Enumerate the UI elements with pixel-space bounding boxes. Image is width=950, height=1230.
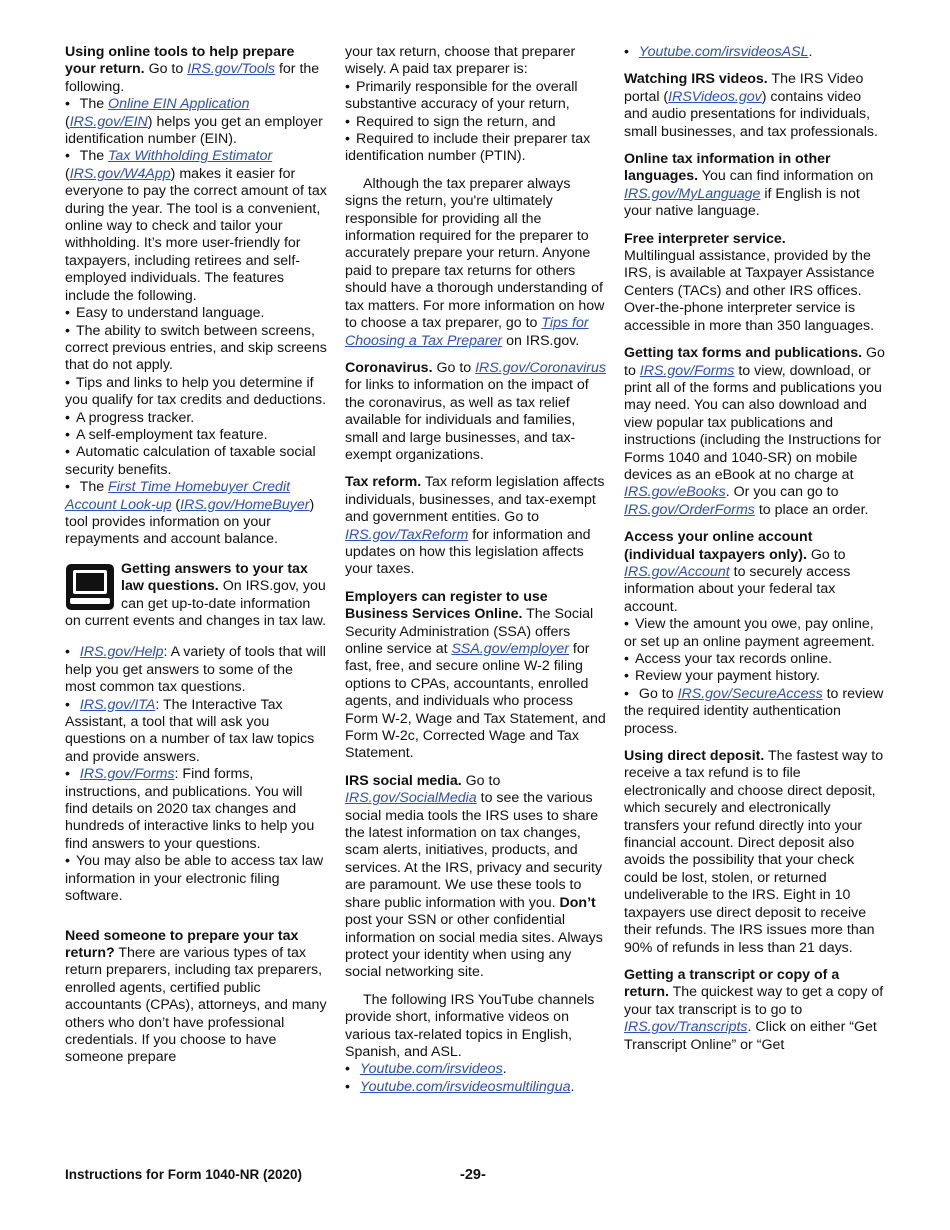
tax-withholding-estimator-link[interactable]: Tax Withholding Estimator	[108, 148, 273, 165]
irs-orderforms-link[interactable]: IRS.gov/OrderForms	[624, 501, 755, 518]
feature-bullet: • A progress tracker.	[65, 410, 327, 427]
first-time-homebuyer-link[interactable]: First Time Homebuyer Credit Account Look-up	[65, 479, 291, 513]
footer-form-title: Instructions for Form 1040-NR (2020)	[65, 1167, 303, 1182]
irs-ein-link[interactable]: IRS.gov/EIN	[69, 113, 148, 130]
feature-bullet: • A self-employment tax feature.	[65, 427, 327, 444]
feature-bullet: • Tips and links to help you determine if you qualify for tax credits and deductions.	[65, 375, 327, 410]
preparer-bullet: • Primarily responsible for the overall substantive accuracy of your return,	[345, 79, 607, 114]
social-media-paragraph: IRS social media. Go to IRS.gov/SocialMedia to see the various social media tools the IRS uses to share the latest information on tax changes, scam alerts, initiatives, products, and services. At the IRS, privacy and security are paramount. We use these tools to share public information with you. Don’t post your SSN or other confidential information on social media sites. Always protect your identity when using any social networking site.	[345, 772, 603, 981]
forms-heading: Getting tax forms and publications.	[624, 345, 863, 362]
irs-secureaccess-link[interactable]: IRS.gov/SecureAccess	[677, 685, 823, 702]
direct-deposit-paragraph: Using direct deposit. The fastest way to receive a tax refund is to file electronically and choose direct deposit, which securely and electronically transfers your refund directly into your financial account. Direct deposit also avoids the possibility that your check could be lost, stolen, or returned undeliverable to the IRS. Eight in 10 taxpayers use direct deposit to receive their refunds. The IRS issues more than 90% of refunds in less than 21 days.	[624, 748, 884, 956]
irs-ebooks-link[interactable]: IRS.gov/eBooks	[624, 484, 726, 501]
irs-ita-link[interactable]: IRS.gov/ITA	[79, 696, 156, 713]
irs-forms-link[interactable]: IRS.gov/Forms	[639, 362, 735, 379]
preparer-continued: your tax return, choose that preparer wisely. A paid tax preparer is:	[345, 44, 576, 78]
irs-homebuyer-link[interactable]: IRS.gov/HomeBuyer	[180, 496, 310, 513]
youtube-irsvideos-link[interactable]: Youtube.com/irsvideos	[359, 1061, 503, 1078]
tax-reform-heading: Tax reform.	[345, 474, 422, 491]
preparer-bullet: • Required to include their preparer tax identification number (PTIN).	[345, 131, 607, 166]
youtube-asl-link[interactable]: Youtube.com/irsvideosASL	[638, 44, 809, 60]
interpreter-paragraph: Free interpreter service. Multilingual assistance, provided by the IRS, is available at Taxpayer Assistance Centers (TACs) and other IRS offices. Over-the-phone interpreter service is accessible in more than 350 languages.	[624, 230, 875, 334]
account-bullet: • Access your tax records online.	[624, 651, 886, 668]
account-bullet: • Review your payment history.	[624, 668, 886, 685]
preparer-paragraph: Need someone to prepare your tax return? There are various types of tax return preparers, including tax preparers, enrolled agents, certified public accountants (CPAs), attorneys, and many others who don’t have professional credentials. If you choose to have someone prepare	[65, 927, 327, 1066]
coronavirus-heading: Coronavirus.	[345, 359, 433, 376]
account-bullet: • View the amount you owe, pay online, or set up an online payment agreement.	[624, 616, 886, 651]
languages-paragraph: Online tax information in other languages. You can find information on IRS.gov/MyLanguage if English is not your native language.	[624, 151, 874, 220]
employers-paragraph: Employers can register to use Business Services Online. The Social Security Administration (SSA) offers online service at SSA.gov/employer for fast, free, and secure online W-2 filing options to CPAs, accountants, enrolled agents, and individuals who process Form W-2, Wage and Tax Statement, and Form W-2c, Corrected Wage and Tax Statement.	[345, 588, 606, 762]
ssa-employer-link[interactable]: SSA.gov/employer	[451, 641, 569, 657]
forms-bullet: • IRS.gov/Forms: Find forms, instructions, and publications. You will find details on 2020 tax changes and hundreds of interactive links to help you find answers to your questions.	[65, 766, 327, 853]
interpreter-heading: Free interpreter service.	[624, 230, 786, 247]
youtube-bullet: • Youtube.com/irsvideosmultilingua.	[345, 1079, 607, 1096]
account-heading: Access your online account (individual taxpayers only).	[624, 529, 813, 563]
online-tools-heading: Using online tools to help prepare your return.	[65, 44, 295, 78]
feature-bullet: • The ability to switch between screens, correct previous entries, and skip screens that do not apply.	[65, 323, 327, 375]
irs-tools-link[interactable]: IRS.gov/Tools	[187, 61, 276, 78]
preparer-heading: Need someone to prepare your tax return?	[65, 927, 299, 961]
irs-transcripts-link[interactable]: IRS.gov/Transcripts	[624, 1019, 748, 1036]
direct-deposit-heading: Using direct deposit.	[624, 748, 765, 765]
ita-bullet: • IRS.gov/ITA: The Interactive Tax Assistant, a tool that will ask you questions on a number of tax law topics and provide answers.	[65, 697, 327, 767]
although-paragraph: Although the tax preparer always signs the return, you're ultimately responsible for providing all the information required for the preparer to accurately prepare your return. Anyone paid to prepare tax returns for others should have a thorough understanding of tax matters. For more information on how to choose a tax preparer, go to Tips for Choosing a Tax Preparer on IRS.gov.	[345, 175, 605, 349]
transcript-paragraph: Getting a transcript or copy of a return. The quickest way to get a copy of your tax transcript is to go to IRS.gov/Transcripts. Click on either “Get Transcript Online” or “Get	[624, 966, 884, 1053]
languages-heading: Online tax information in other languages.	[624, 151, 831, 185]
irs-account-link[interactable]: IRS.gov/Account	[624, 563, 730, 580]
answers-paragraph: Getting answers to your tax law questions. On IRS.gov, you can get up-to-date information on current events and changes in tax law.	[65, 560, 327, 629]
watching-videos-heading: Watching IRS videos.	[624, 71, 768, 88]
youtube-bullet: • Youtube.com/irsvideosASL.	[624, 44, 886, 61]
watching-videos-paragraph: Watching IRS videos. The IRS Video portal (IRSVideos.gov) contains video and audio presentations for individuals, small businesses, and tax professionals.	[624, 71, 878, 140]
forms-paragraph: Getting tax forms and publications. Go to IRS.gov/Forms to view, download, or print all of the forms and publications you may need. You can also download and view popular tax publications and instructions (including the Instructions for Forms 1040 and 1040-SR) on mobile devices as an eBook at no charge at IRS.gov/eBooks. Or you can go to IRS.gov/OrderForms to place an order.	[624, 345, 885, 518]
preparer-bullet: • Required to sign the return, and	[345, 114, 607, 131]
feature-bullet: • Easy to understand language.	[65, 305, 327, 322]
transcript-heading: Getting a transcript or copy of a return.	[624, 966, 840, 1001]
column-left	[65, 44, 327, 1067]
help-bullet: • IRS.gov/Help: A variety of tools that will help you get answers to some of the most common tax questions.	[65, 644, 327, 696]
tax-reform-paragraph: Tax reform. Tax reform legislation affects individuals, businesses, and tax-exempt and government entities. Go to IRS.gov/TaxReform for information and updates on how this legislation affects your taxes.	[345, 474, 605, 578]
youtube-paragraph: The following IRS YouTube channels provide short, informative videos on various tax-related topics in English, Spanish, and ASL.	[345, 991, 595, 1060]
irs-help-link[interactable]: IRS.gov/Help	[79, 644, 164, 661]
youtube-bullet: • Youtube.com/irsvideos.	[345, 1061, 607, 1078]
irs-w4app-link[interactable]: IRS.gov/W4App	[69, 165, 171, 182]
youtube-multilingua-link[interactable]: Youtube.com/irsvideosmultilingua	[359, 1078, 571, 1095]
column-middle	[345, 44, 607, 1096]
irs-taxreform-link[interactable]: IRS.gov/TaxReform	[345, 526, 469, 543]
page-number: -29-	[460, 1167, 486, 1183]
efile-bullet: • You may also be able to access tax law information in your electronic filing software.	[65, 853, 327, 905]
social-media-heading: IRS social media.	[345, 772, 462, 789]
ein-bullet: • The Online EIN Application (IRS.gov/EIN) helps you get an employer identification number (EIN).	[65, 96, 327, 148]
employers-heading: Employers can register to use Business Services Online.	[345, 588, 548, 623]
irs-socialmedia-link[interactable]: IRS.gov/SocialMedia	[345, 790, 477, 807]
coronavirus-paragraph: Coronavirus. Go to IRS.gov/Coronavirus for links to information on the impact of the coronavirus, as well as tax relief available for individuals and families, small and large businesses, and tax-exempt organizations.	[345, 359, 607, 463]
online-ein-application-link[interactable]: Online EIN Application	[108, 96, 250, 113]
computer-icon	[65, 563, 115, 611]
column-right	[624, 44, 886, 1054]
homebuyer-bullet: • The First Time Homebuyer Credit Account Look-up (IRS.gov/HomeBuyer) tool provides information on your repayments and account balance.	[65, 479, 327, 549]
irs-coronavirus-link[interactable]: IRS.gov/Coronavirus	[475, 359, 607, 376]
irs-mylanguage-link[interactable]: IRS.gov/MyLanguage	[624, 185, 761, 202]
answers-heading: Getting answers to your tax law questions.	[121, 560, 308, 595]
secure-access-bullet: • Go to IRS.gov/SecureAccess to review the required identity authentication process.	[624, 686, 886, 738]
tips-choosing-preparer-link[interactable]: Tips for Choosing a Tax Preparer	[345, 315, 589, 349]
online-tools-paragraph: Using online tools to help prepare your return. Go to IRS.gov/Tools for the following.	[65, 44, 320, 95]
withholding-bullet: • The Tax Withholding Estimator (IRS.gov/W4App) makes it easier for everyone to pay the correct amount of tax during the year. The tool is a convenient, online way to check and tailor your withholding. It’s more user-friendly for taxpayers, including retirees and self-employed individuals. The features include the following.	[65, 148, 327, 305]
account-paragraph: Access your online account (individual taxpayers only). Go to IRS.gov/Account to securely access information about your federal tax account.	[624, 529, 851, 615]
irs-forms-link[interactable]: IRS.gov/Forms	[79, 766, 175, 783]
irsvideos-link[interactable]: IRSVideos.gov	[668, 88, 762, 105]
feature-bullet: • Automatic calculation of taxable social security benefits.	[65, 444, 327, 479]
